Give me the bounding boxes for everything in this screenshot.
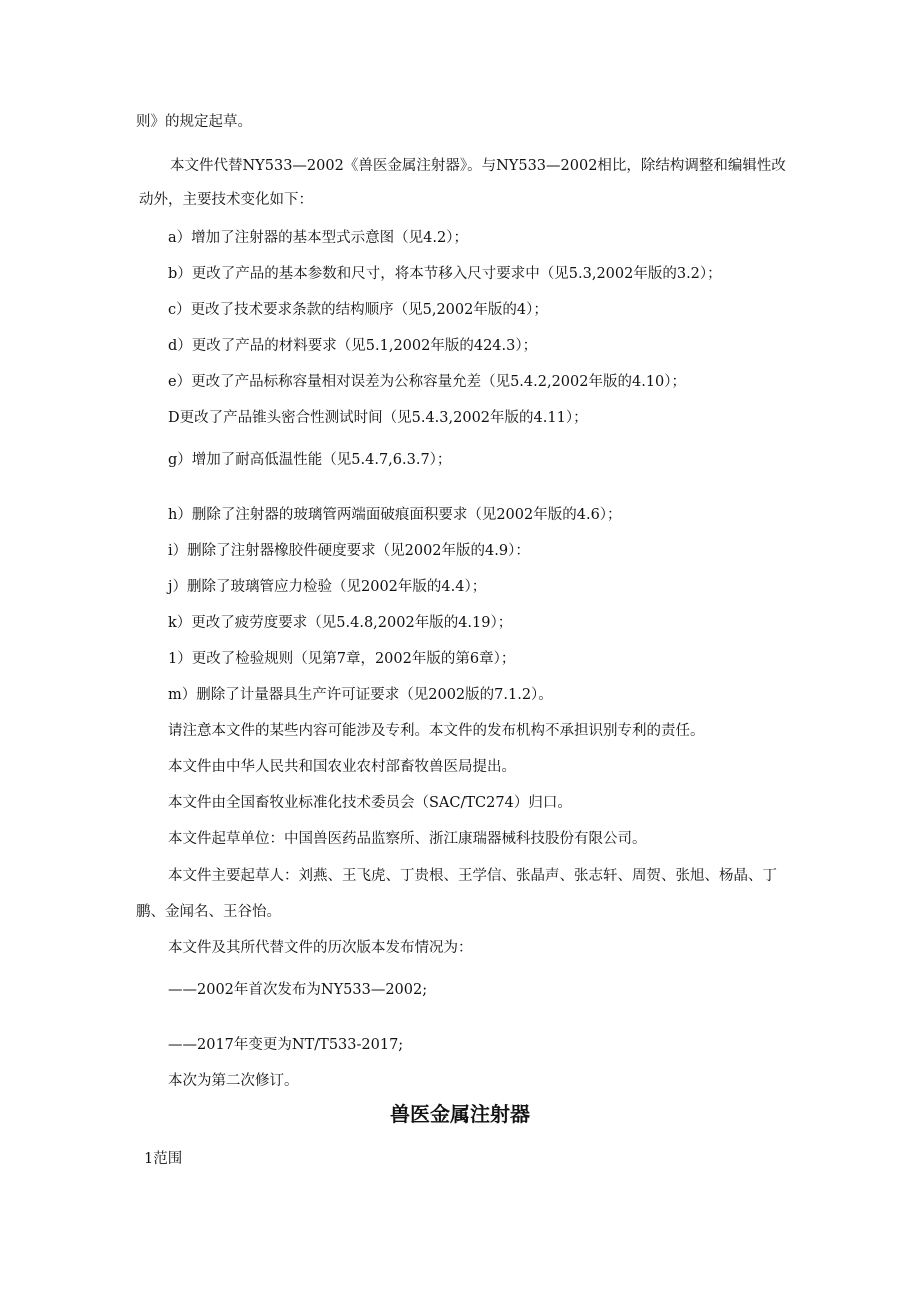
- history-item: ——2017年变更为NT/T533-2017;: [168, 1037, 404, 1053]
- proposed-by: 本文件由中华人民共和国农业农村部畜牧兽医局提出。: [168, 759, 516, 775]
- patent-note: 请注意本文件的某些内容可能涉及专利。本文件的发布机构不承担识别专利的责任。: [168, 723, 705, 739]
- change-item: k）更改了疲劳度要求（见5.4.8,2002年版的4.19）；: [168, 615, 513, 631]
- change-item: i）删除了注射器橡胶件硬度要求（见2002年版的4.9）：: [168, 543, 530, 559]
- revision-note: 本次为第二次修订。: [168, 1073, 299, 1089]
- change-item: a）增加了注射器的基本型式示意图（见4.2）；: [168, 230, 468, 246]
- section-1-heading: 1范围: [144, 1151, 183, 1167]
- change-item: e）更改了产品标称容量相对误差为公称容量允差（见5.4.2,2002年版的4.10）；: [168, 374, 687, 390]
- centralized-by: 本文件由全国畜牧业标准化技术委员会（SAC/TC274）归口。: [168, 795, 572, 811]
- standard-title: 兽医金属注射器: [390, 1102, 530, 1126]
- change-item: d）更改了产品的材料要求（见5.1,2002年版的424.3）；: [168, 338, 538, 354]
- change-item: D更改了产品锥头密合性测试时间（见5.4.3,2002年版的4.11）；: [168, 410, 588, 426]
- history-intro: 本文件及其所代替文件的历次版本发布情况为：: [168, 940, 473, 956]
- intro-paragraph-line-1: 本文件代替NY533—2002《兽医金属注射器》。与NY533—2002相比，除结构调整和编辑性改: [170, 158, 786, 174]
- intro-paragraph-line-2: 动外，主要技术变化如下：: [139, 192, 313, 208]
- change-item: c）更改了技术要求条款的结构顺序（见5,2002年版的4）；: [168, 302, 548, 318]
- change-item: g）增加了耐高低温性能（见5.4.7,6.3.7）；: [168, 452, 452, 468]
- drafters-line-1: 本文件主要起草人：刘燕、王飞虎、丁贵根、王学信、张晶声、张志轩、周贺、张旭、杨晶、丁: [168, 868, 777, 884]
- history-item: ——2002年首次发布为NY533—2002;: [168, 982, 428, 998]
- drafting-units: 本文件起草单位：中国兽医药品监察所、浙江康瑞器械科技股份有限公司。: [168, 831, 647, 847]
- change-item: m）删除了计量器具生产许可证要求（见2002版的7.1.2）。: [168, 687, 553, 703]
- change-item: j）删除了玻璃管应力检验（见2002年版的4.4）；: [168, 579, 487, 595]
- change-item: b）更改了产品的基本参数和尺寸，将本节移入尺寸要求中（见5.3,2002年版的3.2）；: [168, 266, 722, 282]
- drafters-line-2: 鹏、金闻名、王谷怡。: [136, 904, 281, 920]
- change-item: h）删除了注射器的玻璃管两端面破痕面积要求（见2002年版的4.6）；: [168, 507, 622, 523]
- change-item: 1）更改了检验规则（见第7章，2002年版的第6章）；: [168, 651, 516, 667]
- carryover-text: 则》的规定起草。: [136, 114, 252, 130]
